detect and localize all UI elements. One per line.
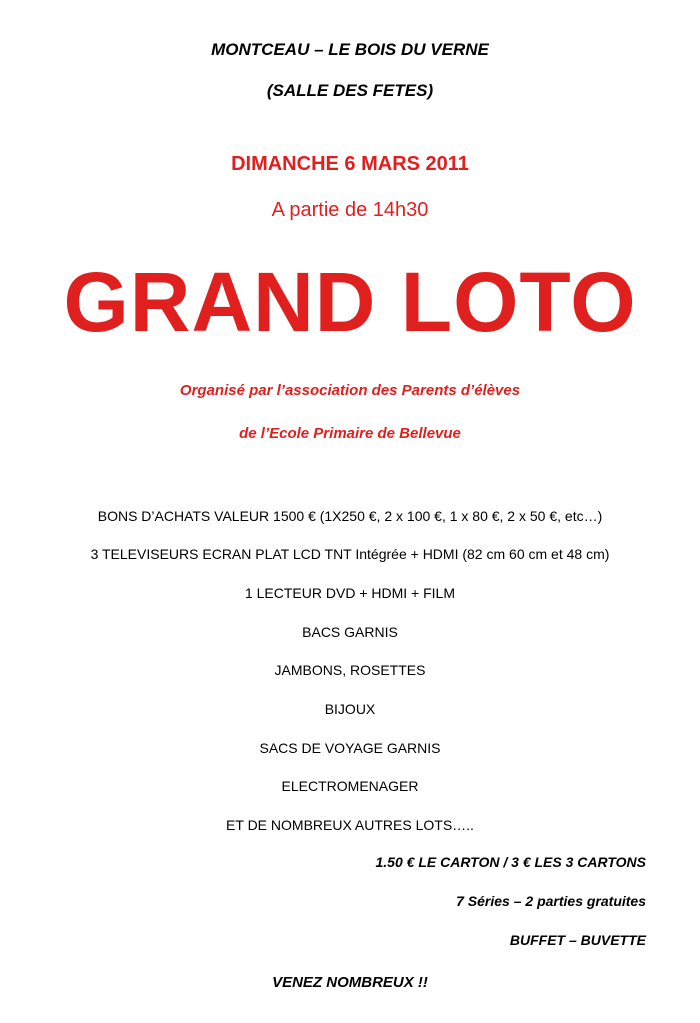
prize-item: 1 LECTEUR DVD + HDMI + FILM <box>244 585 456 601</box>
organizer-line-1: Organisé par l’association des Parents d’élèves <box>179 382 521 399</box>
buffet-info: BUFFET – BUVETTE <box>509 932 646 948</box>
prize-item: BONS D’ACHATS VALEUR 1500 € (1X250 €, 2 x 100 €, 1 x 80 €, 2 x 50 €, etc…) <box>97 508 603 524</box>
location-heading: MONTCEAU – LE BOIS DU VERNE <box>211 40 489 59</box>
prize-item: SACS DE VOYAGE GARNIS <box>259 740 441 756</box>
prize-item: ELECTROMENAGER <box>281 778 419 794</box>
price-info: 1.50 € LE CARTON / 3 € LES 3 CARTONS <box>375 854 646 870</box>
closing-message: VENEZ NOMBREUX !! <box>272 974 428 991</box>
prize-item: ET DE NOMBREUX AUTRES LOTS….. <box>226 817 474 833</box>
prize-item: BACS GARNIS <box>302 624 398 640</box>
prize-item: 3 TELEVISEURS ECRAN PLAT LCD TNT Intégrée + HDMI (82 cm 60 cm et 48 cm) <box>90 546 610 562</box>
event-time: A partie de 14h30 <box>271 199 429 221</box>
event-date: DIMANCHE 6 MARS 2011 <box>231 153 469 175</box>
venue-heading: (SALLE DES FETES) <box>266 81 434 100</box>
organizer-line-2: de l’Ecole Primaire de Bellevue <box>239 425 461 442</box>
series-info: 7 Séries – 2 parties gratuites <box>456 893 646 909</box>
prize-item: JAMBONS, ROSETTES <box>274 662 426 678</box>
prize-item: BIJOUX <box>324 701 376 717</box>
event-title: GRAND LOTO <box>63 255 637 349</box>
